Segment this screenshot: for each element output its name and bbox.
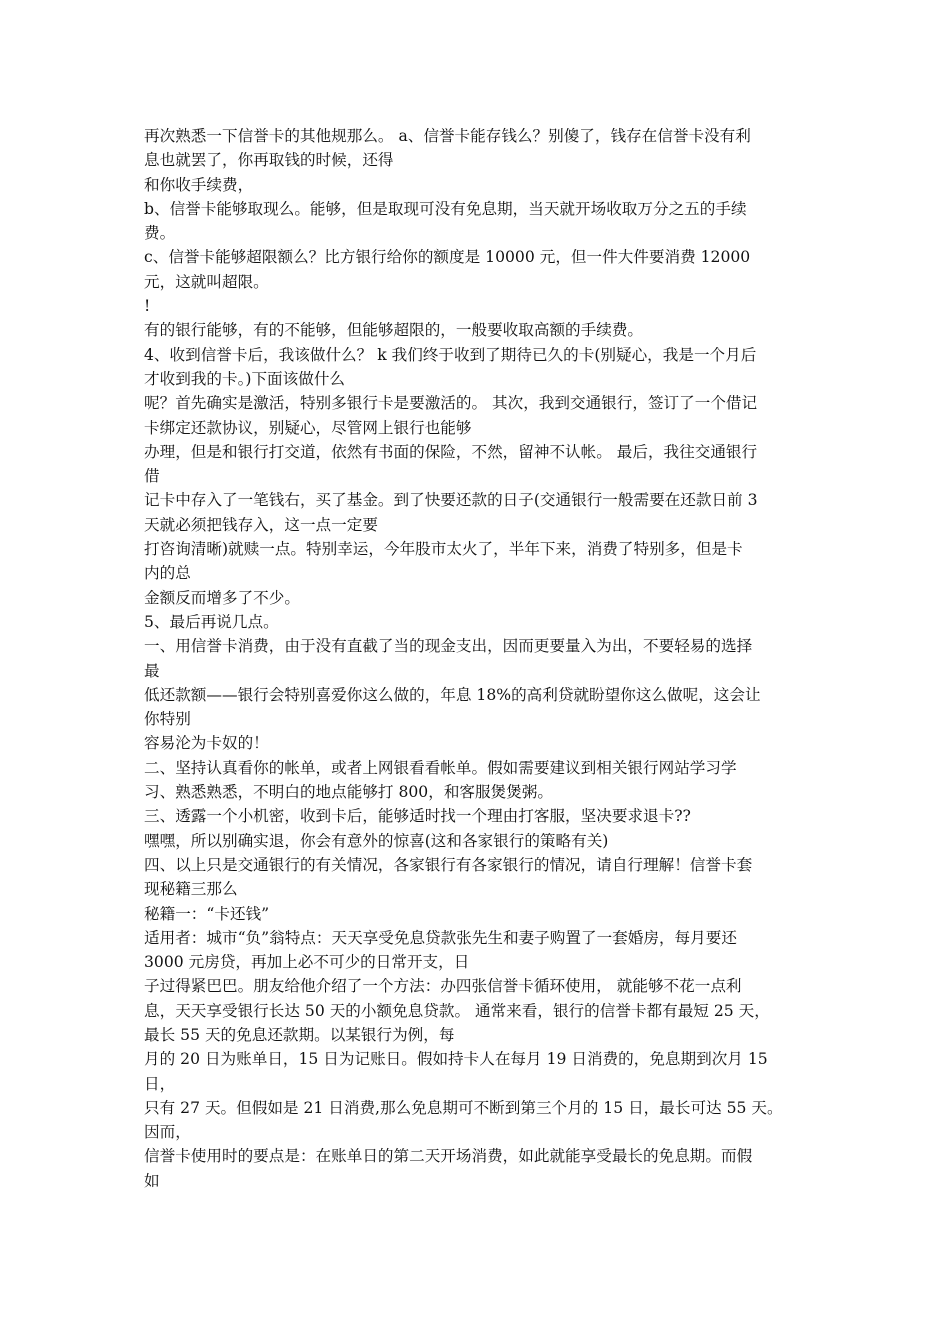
text-line: 最长 55 天的免息还款期。以某银行为例，每 [144,1025,455,1044]
text-line: 再次熟悉一下信誉卡的其他规那么。 a、信誉卡能存钱么？别傻了，钱存在信誉卡没有利 [144,127,751,145]
text-line: 一、用信誉卡消费，由于没有直截了当的现金支出，因而更要量入为出，不要轻易的选择 [144,637,753,656]
text-line: 卡绑定还款协议，别疑心，尽管网上银行也能够 [144,418,472,437]
text-line: 嘿嘿，所以别确实退，你会有意外的惊喜(这和各家银行的策略有关) [144,831,609,850]
text-line: 你特别 [144,710,191,729]
text-line: 有的银行能够，有的不能够，但能够超限的，一般要收取高额的手续费。 [144,321,644,340]
text-line: 4、收到信誉卡后，我该做什么？ k 我们终于收到了期待已久的卡(别疑心，我是一个月后 [144,345,757,364]
text-line: 秘籍一：“卡还钱” [144,904,270,923]
text-line: 适用者：城市“负”翁特点：天天享受免息贷款张先生和妻子购置了一套婚房，每月要还 [144,928,737,947]
text-line: 容易沦为卡奴的！ [144,734,269,753]
text-line: 费。 [144,224,176,243]
text-line: 办理，但是和银行打交道，依然有书面的保险，不然，留神不认帐。 最后，我往交通银行 [144,442,758,461]
text-line: 内的总 [144,564,191,583]
text-line: 习、熟悉熟悉，不明白的地点能够打 800，和客服煲煲粥。 [144,783,553,802]
text-line: c、信誉卡能够超限额么？比方银行给你的额度是 10000 元，但一件大件要消费 12000 [144,248,751,267]
text-line: 月的 20 日为账单日，15 日为记账日。假如持卡人在每月 19 日消费的，免息期到次月 15 [144,1050,768,1069]
text-line: 如 [144,1171,160,1190]
text-line: 呢？首先确实是激活，特别多银行卡是要激活的。 其次，我到交通银行，签订了一个借记 [144,394,758,413]
text-line: 才收到我的卡。)下面该做什么 [144,369,346,388]
text-line: 最 [144,661,160,680]
text-line: 四、以上只是交通银行的有关情况，各家银行有各家银行的情况，请自行理解！信誉卡套 [144,855,753,874]
text-line: 打咨询清晰)就赎一点。特别幸运，今年股市太火了，半年下来，消费了特别多，但是卡 [144,540,743,559]
text-line: 金额反而增多了不少。 [144,588,300,607]
text-line: 二、坚持认真看你的帐单，或者上网银看看帐单。假如需要建议到相关银行网站学习学 [144,758,737,777]
text-line: 5、最后再说几点。 [144,612,279,631]
document-body [144,124,814,1193]
text-line: 息也就罢了，你再取钱的时候，还得 [144,151,394,170]
text-line: 因而， [144,1123,191,1142]
text-line: 只有 27 天。但假如是 21 日消费,那么免息期可不断到第三个月的 15 日，最长可达 55 天。 [144,1098,783,1117]
text-line: 现秘籍三那么 [144,880,238,899]
text-line: 子过得紧巴巴。朋友给他介绍了一个方法：办四张信誉卡循环使用， 就能够不花一点利 [144,977,742,996]
text-line: 记卡中存入了一笔钱右，买了基金。到了快要还款的日子(交通银行一般需要在还款日前 3 [144,491,758,510]
text-line: 三、透露一个小机密，收到卡后，能够适时找一个理由打客服，坚决要求退卡?? [144,807,691,826]
text-line: 日， [144,1074,176,1093]
text-line: 借 [144,467,160,486]
text-line: 天就必须把钱存入，这一点一定要 [144,515,378,534]
text-line: 元，这就叫超限。 [144,272,269,291]
text-line: 和你收手续费， [144,175,254,194]
text-line: b、信誉卡能够取现么。能够，但是取现可没有免息期，当天就开场收取万分之五的手续 [144,199,747,218]
text-line: 低还款额——银行会特别喜爱你这么做的，年息 18%的高利贷就盼望你这么做呢，这会让 [144,685,761,704]
text-line: 3000 元房贷，再加上必不可少的日常开支，日 [144,953,470,972]
text-line: ! [144,297,151,316]
text-line: 信誉卡使用时的要点是：在账单日的第二天开场消费，如此就能享受最长的免息期。而假 [144,1147,753,1166]
text-line: 息，天天享受银行长达 50 天的小额免息贷款。 通常来看，银行的信誉卡都有最短 25 天， [144,1001,770,1020]
